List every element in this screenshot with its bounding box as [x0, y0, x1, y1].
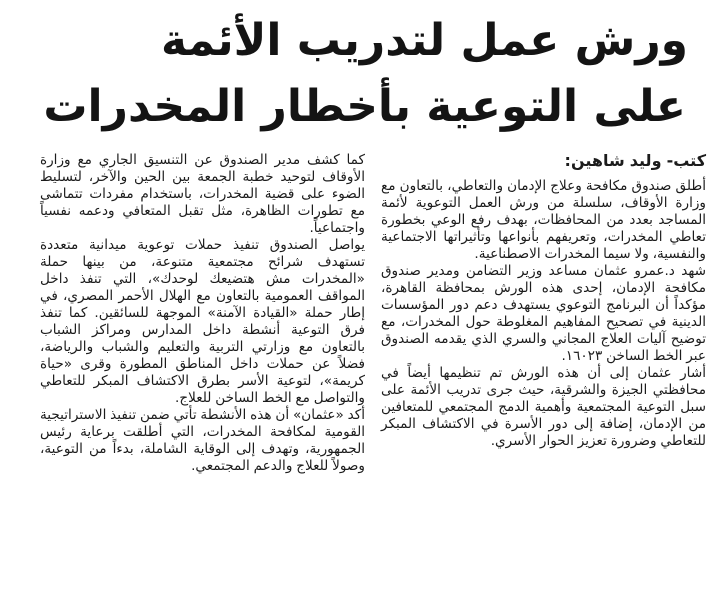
paragraph: شهد د.عمرو عثمان مساعد وزير التضامن ومدير صندوق مكافحة الإدمان، إحدى هذه الورش بمحافظة القاهرة، مؤكداً أن البرنامج التوعوي يستهدف دعم دور المؤسسات الدينية في تصحيح المفاهيم المغلوطة حول المخدرات، مع توضيح آليات العلاج المجاني والسري الذي يقدمه الصندوق عبر الخط الساخن ١٦٠٢٣. — [381, 263, 706, 364]
headline — [12, 8, 706, 140]
headline-line-2: على التوعية بأخطار المخدرات — [43, 81, 686, 132]
paragraph: يواصل الصندوق تنفيذ حملات توعوية ميدانية متعددة تستهدف شرائح مجتمعية متنوعة، من بينها حملة «المخدرات مش هتضيعك لوحدك»، التي تنفذ داخل المواقف العمومية بالتعاون مع الهلال الأحمر المصري، في إطار حملة «القيادة الآمنة» الموجهة للسائقين. كما تنفذ فرق التوعية أنشطة داخل المدارس ومراكز الشباب بالتعاون مع وزارتي التربية والتعليم والشباب والرياضة، فضلاً عن حملات داخل المناطق المطورة وقرى «حياة كريمة»، لتوعية الأسر بطرق الاكتشاف المبكر للتعاطي والتواصل مع الخط الساخن للعلاج. — [40, 237, 365, 406]
column-left — [40, 150, 365, 475]
paragraph: أكد «عثمان» أن هذه الأنشطة تأتي ضمن تنفيذ الاستراتيجية القومية لمكافحة المخدرات، التي أطلقت برعاية رئيس الجمهورية، وتهدف إلى الوقاية الشاملة، بدءاً من التوعية، وصولاً للعلاج والدعم المجتمعي. — [40, 407, 365, 474]
headline-line-1: ورش عمل لتدريب الأئمة — [160, 15, 688, 66]
paragraph: أشار عثمان إلى أن هذه الورش تم تنظيمها أيضاً في محافظتي الجيزة والشرقية، حيث جرى تدريب الأئمة على سبل التوعية المجتمعية وأهمية الدمج المجتمعي للمتعافين من الإدمان، إضافة إلى دور الأسرة في الاكتشاف المبكر للتعاطي وضرورة تعزيز الحوار الأسري. — [381, 365, 706, 449]
article-body — [10, 150, 706, 475]
column-right — [381, 150, 706, 475]
byline: كتب- وليد شاهين: — [564, 151, 706, 170]
paragraph: أطلق صندوق مكافحة وعلاج الإدمان والتعاطي، بالتعاون مع وزارة الأوقاف، سلسلة من ورش العمل التوعوية لأئمة المساجد بعدد من المحافظات، بهدف رفع الوعي بخطورة تعاطي المخدرات، وتعريفهم بأنواعها وتأثيراتها الاجتماعية والنفسية، ولا سيما المخدرات الاصطناعية. — [381, 178, 706, 262]
paragraph: كما كشف مدير الصندوق عن التنسيق الجاري مع وزارة الأوقاف لتوحيد خطبة الجمعة بين الحين والآخر، لتسليط الضوء على قضية المخدرات، باستخدام مفردات تتماشى مع تطورات الظاهرة، مثل تقبل المتعافي ودعمه نفسياً واجتماعياً. — [40, 152, 365, 236]
